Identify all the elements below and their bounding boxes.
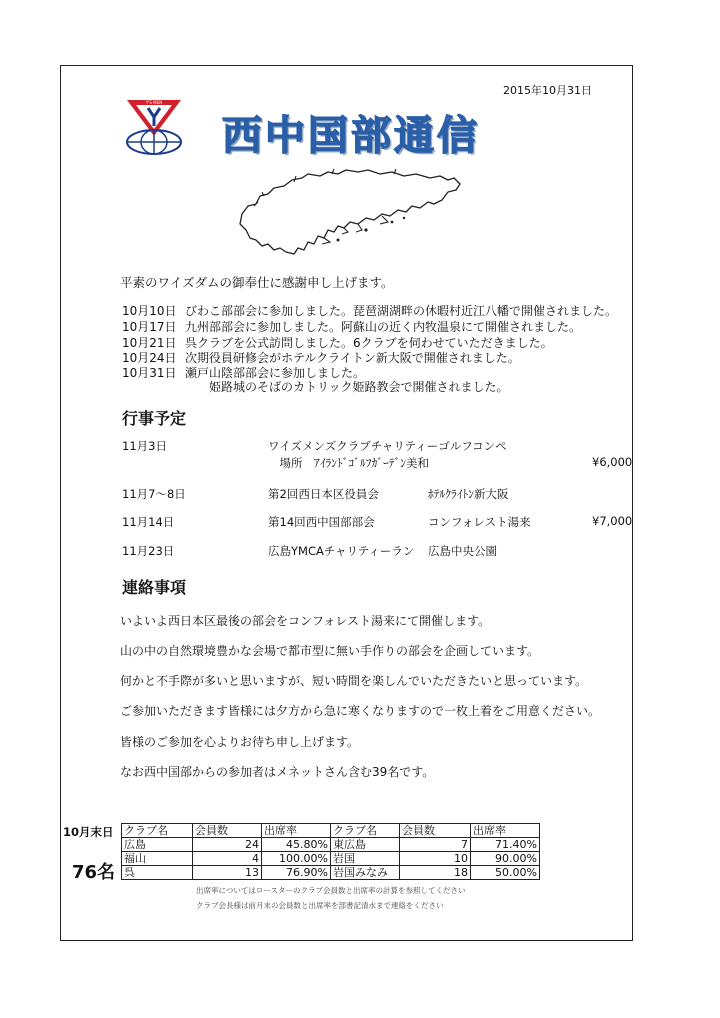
table-row <box>122 838 540 852</box>
member-count: 10 <box>400 852 471 866</box>
column-header: 出席率 <box>471 824 540 838</box>
table-row <box>122 852 540 866</box>
svg-text:Y'S MEN: Y'S MEN <box>145 100 163 106</box>
column-header: クラブ名 <box>331 824 400 838</box>
greeting-text: 平素のワイズダムの御奉仕に感謝申し上げます。 <box>120 275 394 290</box>
activity-text: 瀬戸山陰部部会に参加しました。 <box>185 366 366 380</box>
activity-text: 姫路城のそばのカトリック姫路教会で開催されました。 <box>185 380 509 394</box>
schedule-price: ¥7,000 <box>592 514 633 528</box>
member-count: 7 <box>400 838 471 852</box>
club-name: 岩国 <box>331 852 400 866</box>
club-name: 岩国みなみ <box>331 866 400 880</box>
activity-date: 10月10日 <box>122 304 177 318</box>
club-name: 福山 <box>122 852 193 866</box>
schedule-date: 11月7～8日 <box>122 487 186 501</box>
schedule-event: 広島YMCAチャリティーラン <box>268 544 415 558</box>
activity-date: 10月17日 <box>122 320 177 334</box>
notice-line: いよいよ西日本区最後の部会をコンフォレスト湯来にて開催します。 <box>120 614 491 628</box>
schedule-heading: 行事予定 <box>122 409 187 428</box>
table-period-label: 10月末日 <box>63 825 114 839</box>
notice-line: 皆様のご参加を心よりお待ち申し上げます。 <box>120 735 360 749</box>
schedule-event: 場所 ｱｲﾗﾝﾄﾞｺﾞﾙﾌｶﾞｰﾃﾞﾝ美和 <box>268 456 429 470</box>
activity-date: 10月21日 <box>122 336 177 350</box>
schedule-date: 11月23日 <box>122 544 175 558</box>
attendance-rate: 100.00% <box>262 852 331 866</box>
attendance-rate: 45.80% <box>262 838 331 852</box>
table-note: 出席率についてはロースターのクラブ会員数と出席率の計算を参照してください <box>196 886 466 895</box>
table-row <box>122 866 540 880</box>
notice-line: なお西中国部からの参加者はメネットさん含む39名です。 <box>120 765 435 779</box>
column-header: 会員数 <box>400 824 471 838</box>
table-note: クラブ会長様は前月末の会員数と出席率を部書記清水まで連絡をください <box>196 901 444 910</box>
member-count: 24 <box>193 838 262 852</box>
schedule-date: 11月3日 <box>122 439 167 453</box>
issue-date: 2015年10月31日 <box>503 84 592 97</box>
club-name: 広島 <box>122 838 193 852</box>
member-count: 13 <box>193 866 262 880</box>
notice-line: ご参加いただきます皆様には夕方から急に寒くなりますので一枚上着をご用意ください。 <box>120 704 601 718</box>
attendance-rate: 76.90% <box>262 866 331 880</box>
activity-text: 呉クラブを公式訪問しました。6クラブを伺わせていただきました。 <box>185 336 553 350</box>
column-header: 出席率 <box>262 824 331 838</box>
activity-text: 次期役員研修会がホテルクライトン新大阪で開催されました。 <box>185 351 520 365</box>
attendance-rate: 71.40% <box>471 838 540 852</box>
newsletter-title: 西中国部通信 <box>222 113 480 159</box>
notice-heading: 連絡事項 <box>122 578 187 597</box>
schedule-event: ワイズメンズクラブチャリティーゴルフコンペ <box>268 439 507 453</box>
membership-table <box>121 823 540 880</box>
column-header: クラブ名 <box>122 824 193 838</box>
activity-text: びわこ部部会に参加しました。琵琶湖湖畔の休暇村近江八幡で開催されました。 <box>185 304 618 318</box>
activity-date: 10月31日 <box>122 366 177 380</box>
member-count: 18 <box>400 866 471 880</box>
member-count: 4 <box>193 852 262 866</box>
chugoku-region-map <box>234 166 470 262</box>
ys-men-logo <box>124 96 184 156</box>
schedule-event: 第14回西中国部部会 <box>268 515 375 529</box>
club-name: 東広島 <box>331 838 400 852</box>
attendance-rate: 90.00% <box>471 852 540 866</box>
notice-line: 何かと不手際が多いと思いますが、短い時間を楽しんでいただきたいと思っています。 <box>120 674 588 688</box>
schedule-venue: ﾎﾃﾙｸﾗｲﾄﾝ新大阪 <box>428 487 509 501</box>
attendance-rate: 50.00% <box>471 866 540 880</box>
activity-date: 10月24日 <box>122 351 177 365</box>
notice-line: 山の中の自然環境豊かな会場で都市型に無い手作りの部会を企画しています。 <box>120 644 540 658</box>
schedule-venue: 広島中央公園 <box>428 544 497 558</box>
column-header: 会員数 <box>193 824 262 838</box>
activity-text: 九州部部会に参加しました。阿蘇山の近く内牧温泉にて開催されました。 <box>185 320 582 334</box>
total-members: 76名 <box>72 862 116 883</box>
schedule-event: 第2回西日本区役員会 <box>268 487 379 501</box>
schedule-price: ¥6,000 <box>592 455 633 469</box>
schedule-date: 11月14日 <box>122 515 175 529</box>
club-name: 呉 <box>122 866 193 880</box>
schedule-venue: コンフォレスト湯来 <box>428 515 531 529</box>
table-header-row <box>122 824 540 838</box>
